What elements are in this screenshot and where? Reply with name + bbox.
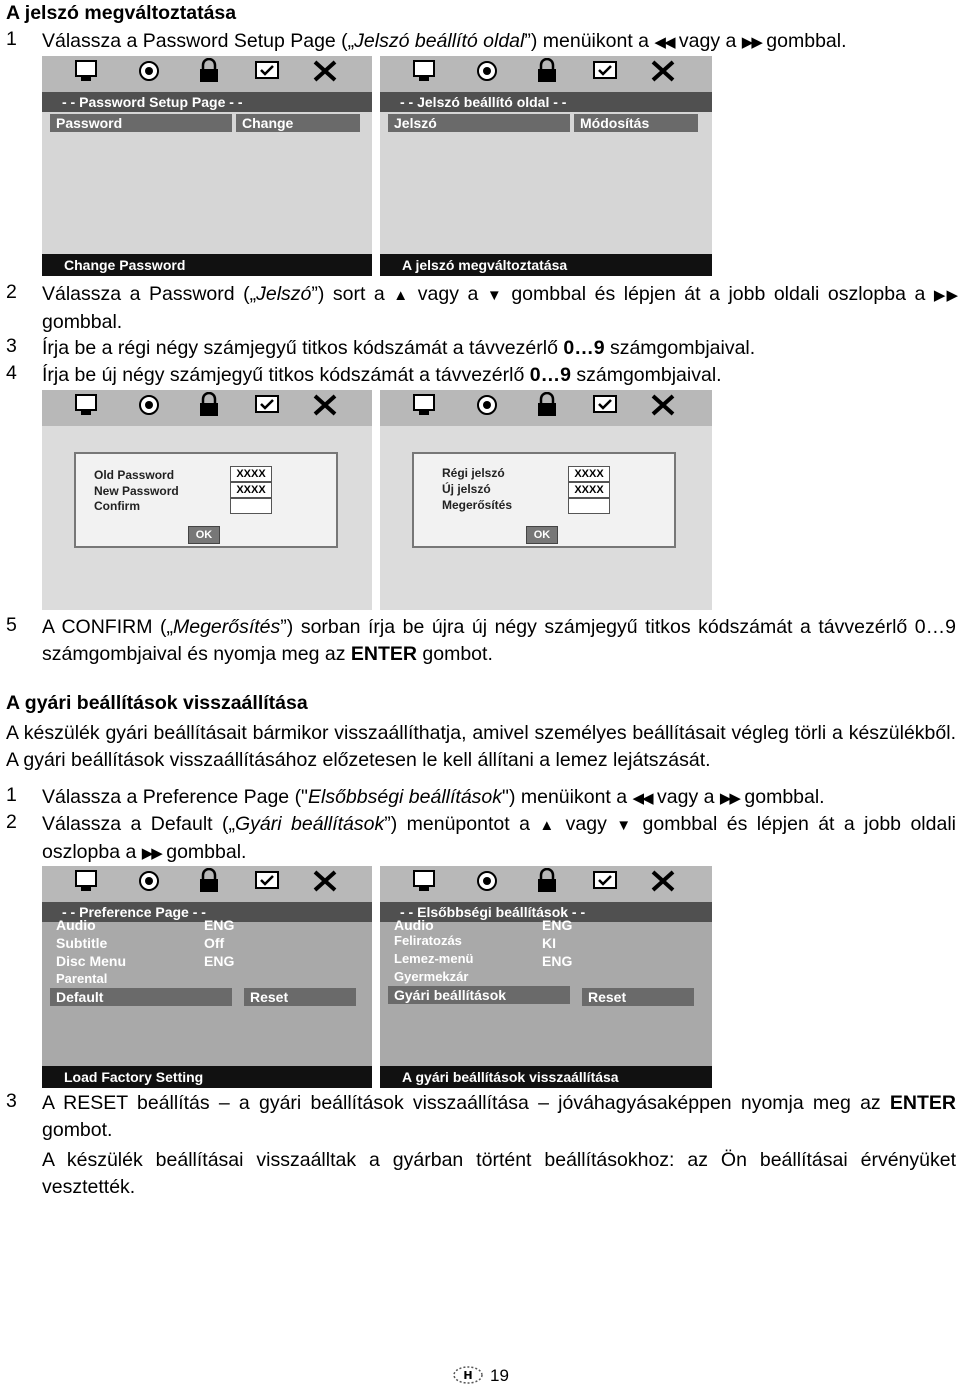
exit-icon bbox=[310, 868, 340, 894]
osd-footer: A jelszó megváltoztatása bbox=[380, 254, 712, 276]
old-password-field[interactable]: XXXX bbox=[568, 466, 610, 482]
lock-icon bbox=[532, 868, 562, 894]
step-number: 3 bbox=[6, 1090, 17, 1112]
speaker-icon bbox=[472, 868, 502, 894]
tv-icon bbox=[72, 868, 102, 894]
value-feliratozas: KI bbox=[542, 935, 556, 951]
section-heading-factory-reset: A gyári beállítások visszaállítása bbox=[6, 692, 308, 714]
exit-icon bbox=[310, 392, 340, 418]
osd-preference-hu bbox=[380, 866, 712, 1088]
password-dialog bbox=[412, 452, 676, 548]
step-number: 4 bbox=[6, 362, 17, 384]
osd-footer: Load Factory Setting bbox=[42, 1066, 372, 1088]
lock-icon bbox=[194, 392, 224, 418]
step-number: 3 bbox=[6, 335, 17, 357]
step-text: Válassza a Password Setup Page („Jelszó beállító oldal”) menüikont a ◀◀ vagy a ▶▶ gombbal. bbox=[42, 30, 847, 52]
step-text: Válassza a Password („Jelszó”) sort a ▲ vagy a ▼ gombbal és lépjen át a jobb oldali oszlopba a ▶▶ gombbal. bbox=[42, 283, 956, 333]
ok-button[interactable]: OK bbox=[526, 526, 558, 544]
lock-icon bbox=[532, 58, 562, 84]
new-password-field[interactable]: XXXX bbox=[230, 482, 272, 498]
result-note: A készülék beállításai visszaálltak a gyárban történt beállításokhoz: az Ön beállításai érvényüket vesztették. bbox=[42, 1149, 956, 1198]
menu-value-reset[interactable]: Reset bbox=[582, 988, 694, 1006]
preference-icon bbox=[252, 58, 282, 84]
old-password-label: Régi jelszó bbox=[442, 466, 505, 480]
up-arrow-icon: ▲ bbox=[393, 287, 410, 304]
value-audio: ENG bbox=[204, 917, 235, 933]
tv-icon bbox=[72, 392, 102, 418]
confirm-field[interactable] bbox=[568, 498, 610, 514]
step-text: A RESET beállítás – a gyári beállítások visszaállítása – jóváhagyásaképpen nyomja meg az ENTER gombot. bbox=[42, 1092, 956, 1141]
exit-icon bbox=[648, 392, 678, 418]
page-number: 19 bbox=[490, 1366, 509, 1385]
osd-password-setup-hu bbox=[380, 56, 712, 276]
speaker-icon bbox=[472, 58, 502, 84]
speaker-icon bbox=[134, 58, 164, 84]
exit-icon bbox=[648, 58, 678, 84]
step-text: A CONFIRM („Megerősítés”) sorban írja be újra új négy számjegyű titkos kódszámát a távvezérlő 0…9 számgombjaival és nyomja meg az ENTER gombot. bbox=[42, 616, 956, 665]
preference-icon bbox=[590, 392, 620, 418]
step-text: Válassza a Preference Page ("Elsőbbségi beállítások") menüikont a ◀◀ vagy a ▶▶ gombbal. bbox=[42, 786, 825, 808]
menu-item-password[interactable]: Password bbox=[50, 114, 232, 132]
osd-title: - - Elsőbbségi beállítások - - bbox=[380, 902, 712, 922]
osd-preference-en bbox=[42, 866, 372, 1088]
confirm-label: Megerősítés bbox=[442, 498, 513, 512]
preference-icon bbox=[252, 392, 282, 418]
value-audio: ENG bbox=[542, 917, 573, 933]
value-disc-menu: ENG bbox=[204, 953, 235, 969]
preference-icon bbox=[590, 868, 620, 894]
osd-password-dialog-hu bbox=[380, 390, 712, 610]
value-lemez-menu: ENG bbox=[542, 953, 573, 969]
step-number: 1 bbox=[6, 784, 17, 806]
osd-title: - - Password Setup Page - - bbox=[42, 92, 372, 112]
tv-icon bbox=[410, 868, 440, 894]
fast-forward-icon: ▶▶ bbox=[933, 287, 956, 304]
menu-value-reset[interactable]: Reset bbox=[244, 988, 356, 1006]
menu-item-default[interactable]: Default bbox=[50, 988, 232, 1006]
menu-item-lemez-menu[interactable]: Lemez-menü bbox=[394, 951, 474, 966]
step-number: 1 bbox=[6, 28, 17, 50]
intro-paragraph: A készülék gyári beállításait bármikor visszaállíthatja, amivel személyes beállításait végleg törli a készülékből. A gyári beállítások visszaállításához előzetesen le kell állítani a lemez lejátszását. bbox=[6, 722, 956, 771]
old-password-field[interactable]: XXXX bbox=[230, 466, 272, 482]
menu-item-feliratozas[interactable]: Feliratozás bbox=[394, 933, 462, 948]
step-text: Írja be új négy számjegyű titkos kódszámát a távvezérlő 0…9 számgombjaival. bbox=[42, 364, 722, 386]
lock-icon bbox=[532, 392, 562, 418]
osd-footer: Change Password bbox=[42, 254, 372, 276]
exit-icon bbox=[648, 868, 678, 894]
menu-item-audio[interactable]: Audio bbox=[56, 917, 96, 933]
tv-icon bbox=[72, 58, 102, 84]
section-heading-password: A jelszó megváltoztatása bbox=[6, 2, 237, 24]
language-logo-text: H bbox=[463, 1369, 473, 1382]
menu-item-disc-menu[interactable]: Disc Menu bbox=[56, 953, 127, 969]
preference-icon bbox=[252, 868, 282, 894]
language-logo bbox=[452, 1366, 484, 1384]
lock-icon bbox=[194, 868, 224, 894]
menu-item-gyari-beallitasok[interactable]: Gyári beállítások bbox=[388, 986, 570, 1004]
step-text: Írja be a régi négy számjegyű titkos kódszámát a távvezérlő 0…9 számgombjaival. bbox=[42, 337, 756, 359]
down-arrow-icon: ▼ bbox=[486, 287, 503, 304]
new-password-label: Új jelszó bbox=[442, 482, 491, 496]
step-number: 5 bbox=[6, 614, 17, 636]
ok-button[interactable]: OK bbox=[188, 526, 220, 544]
step-number: 2 bbox=[6, 281, 17, 303]
speaker-icon bbox=[134, 868, 164, 894]
menu-item-gyermekzar[interactable]: Gyermekzár bbox=[394, 969, 469, 984]
rewind-icon: ◀◀ bbox=[632, 790, 652, 807]
osd-body bbox=[380, 112, 712, 256]
menu-item-jelszo[interactable]: Jelszó bbox=[388, 114, 570, 132]
menu-value-modositas[interactable]: Módosítás bbox=[574, 114, 698, 132]
value-subtitle: Off bbox=[204, 935, 225, 951]
fast-forward-icon: ▶▶ bbox=[719, 790, 739, 807]
osd-password-setup-en bbox=[42, 56, 372, 276]
confirm-label: Confirm bbox=[94, 499, 140, 513]
new-password-label: New Password bbox=[94, 484, 179, 498]
menu-item-audio[interactable]: Audio bbox=[394, 917, 434, 933]
password-dialog bbox=[74, 452, 338, 548]
osd-body bbox=[42, 112, 372, 256]
old-password-label: Old Password bbox=[94, 468, 175, 482]
preference-icon bbox=[590, 58, 620, 84]
menu-item-parental[interactable]: Parental bbox=[56, 971, 108, 986]
rewind-icon: ◀◀ bbox=[654, 34, 674, 51]
fast-forward-icon: ▶▶ bbox=[141, 845, 161, 862]
step-number: 2 bbox=[6, 811, 17, 833]
lock-icon bbox=[194, 58, 224, 84]
tv-icon bbox=[410, 392, 440, 418]
step-text: Válassza a Default („Gyári beállítások”) menüpontot a ▲ vagy ▼ gombbal és lépjen át a jobb oldali oszlopba a ▶▶ gombbal. bbox=[42, 813, 956, 863]
new-password-field[interactable]: XXXX bbox=[568, 482, 610, 498]
menu-item-subtitle[interactable]: Subtitle bbox=[56, 935, 108, 951]
osd-password-dialog-en bbox=[42, 390, 372, 610]
osd-title: - - Jelszó beállító oldal - - bbox=[380, 92, 712, 112]
exit-icon bbox=[310, 58, 340, 84]
fast-forward-icon: ▶▶ bbox=[741, 34, 761, 51]
tv-icon bbox=[410, 58, 440, 84]
osd-footer: A gyári beállítások visszaállítása bbox=[380, 1066, 712, 1088]
speaker-icon bbox=[134, 392, 164, 418]
menu-value-change[interactable]: Change bbox=[236, 114, 360, 132]
osd-title: - - Preference Page - - bbox=[42, 902, 372, 922]
confirm-field[interactable] bbox=[230, 498, 272, 514]
speaker-icon bbox=[472, 392, 502, 418]
down-arrow-icon: ▼ bbox=[616, 817, 634, 834]
up-arrow-icon: ▲ bbox=[539, 817, 557, 834]
